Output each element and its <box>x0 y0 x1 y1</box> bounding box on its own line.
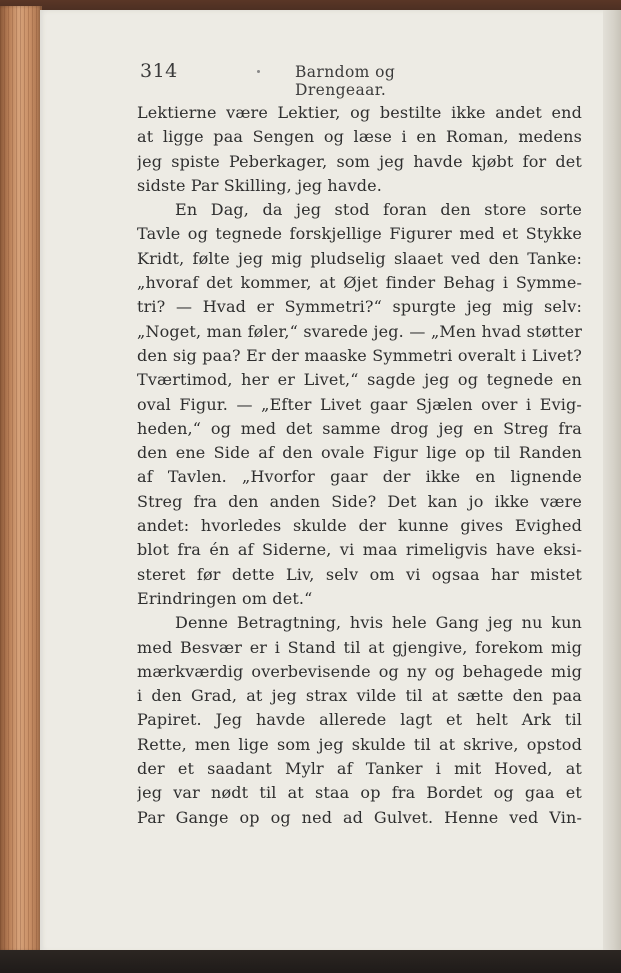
text-line: Lektierne være Lektier, og bestilte ikke andet end <box>137 103 582 122</box>
text-line: tri? — Hvad er Symmetri?“ spurgte jeg mig selv: <box>137 297 582 317</box>
text-line: at ligge paa Sengen og læse i en Roman, medens <box>137 127 582 147</box>
text-line: Rette, men lige som jeg skulde til at skrive, opstod <box>137 734 582 754</box>
text-line: den ene Side af den ovale Figur lige op til Randen <box>137 443 582 463</box>
text-line: der et saadant Mylr af Tanker i mit Hoved, at <box>137 759 582 779</box>
text-line: andet: hvorledes skulde der kunne gives Evighed <box>137 516 582 536</box>
book-spine <box>0 6 42 951</box>
text-line: steret før dette Liv, selv om vi ogsaa har mistet <box>137 564 582 584</box>
page-edge <box>603 10 621 952</box>
text-line: „Noget, man føler,“ svarede jeg. — „Men hvad støtter <box>137 321 582 341</box>
text-line: af Tavlen. „Hvorfor gaar der ikke en lignende <box>137 467 582 487</box>
text-line: Tavle og tegnede forskjellige Figurer med et Stykke <box>137 224 582 244</box>
spine-texture <box>0 6 42 951</box>
text-line: Tværtimod, her er Livet,“ sagde jeg og tegnede en <box>137 370 582 390</box>
text-line: „hvoraf det kommer, at Øjet finder Behag i Symme- <box>137 273 582 293</box>
text-line: den sig paa? Er der maaske Symmetri overalt i Livet? <box>137 345 582 365</box>
text-line: Par Gange op og ned ad Gulvet. Henne ved Vin- <box>137 807 582 827</box>
header-dot <box>257 70 260 73</box>
text-line: jeg spiste Peberkager, som jeg havde kjøbt for det <box>137 151 582 171</box>
text-line: sidste Par Skilling, jeg havde. <box>137 175 383 195</box>
page-number: 314 <box>140 60 178 82</box>
text-line: Denne Betragtning, hvis hele Gang jeg nu kun <box>175 613 582 633</box>
text-line: Erindringen om det.“ <box>137 588 313 608</box>
running-title: Barndom og Drengeaar. <box>295 63 396 99</box>
text-line: blot fra én af Siderne, vi maa rimeligvis have eksi- <box>137 540 582 560</box>
text-line: Kridt, følte jeg mig pludselig slaaet ved den Tanke: <box>137 248 582 268</box>
text-line: En Dag, da jeg stod foran den store sorte <box>175 200 582 220</box>
text-line: med Besvær er i Stand til at gjengive, forekom mig <box>137 637 582 657</box>
body-text <box>137 101 582 830</box>
text-line: Streg fra den anden Side? Det kan jo ikke være <box>137 491 582 511</box>
text-line: i den Grad, at jeg strax vilde til at sætte den paa <box>137 686 582 706</box>
text-line: jeg var nødt til at staa op fra Bordet og gaa et <box>137 783 582 803</box>
text-line: Papiret. Jeg havde allerede lagt et helt Ark til <box>137 710 582 730</box>
text-line: heden,“ og med det samme drog jeg en Streg fra <box>137 418 582 438</box>
text-line: oval Figur. — „Efter Livet gaar Sjælen over i Evig- <box>137 394 582 414</box>
bottom-shadow <box>0 950 621 973</box>
text-line: mærkværdig overbevisende og ny og behagede mig <box>137 661 582 681</box>
page-header <box>140 60 470 99</box>
